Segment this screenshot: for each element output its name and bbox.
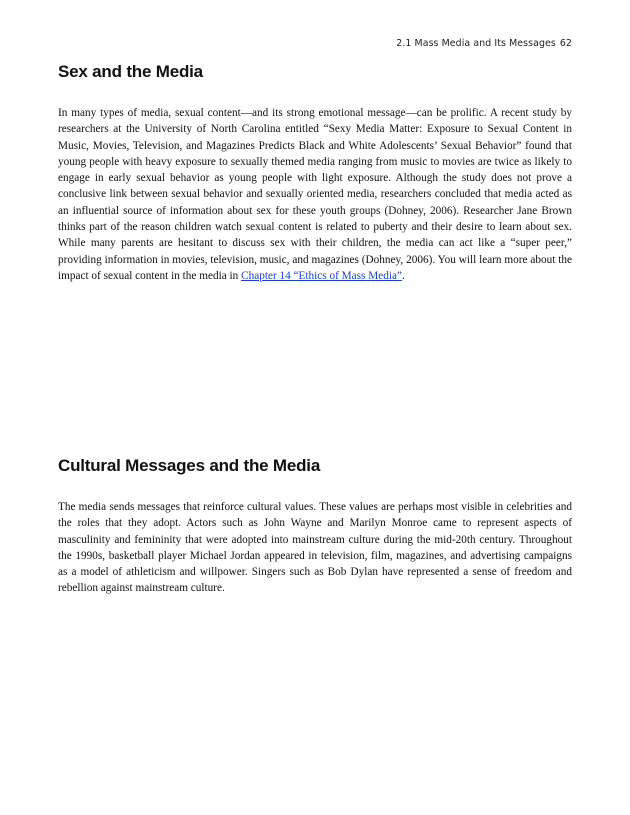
paragraph-cultural-messages: The media sends messages that reinforce cultural values. These values are perhaps most visible in celebrities and the roles that they adopt. Actors such as John Wayne and Marilyn Monroe came to represent aspects of masculinity and femininity that were adopted into mainstream culture during the mid-20th century. Throughout the 1990s, basketball player Michael Jordan appeared in television, film, magazines, and advertising campaigns as a model of athleticism and willpower. Singers such as Bob Dylan have represented a sense of freedom and rebellion against mainstream culture. [58, 501, 572, 595]
chapter-14-link[interactable]: Chapter 14 “Ethics of Mass Media” [241, 269, 402, 282]
section-heading-sex-and-media: Sex and the Media [58, 62, 203, 81]
paragraph-end: . [401, 269, 405, 282]
running-title: 2.1 Mass Media and Its Messages [396, 38, 556, 49]
page-number: 62 [559, 38, 572, 49]
paragraph-text: In many types of media, sexual content—and its strong emotional message—can be prolific. A recent study by researchers at the University of North Carolina entitled “Sexy Media Matter: Exposure to Sexual Content in Music, Movies, Television, and Magazines Predicts Black and White Adolescents’ Sexual Behavior” found that young people with heavy exposure to sexually themed media ranging from music to movies are twice as likely to engage in early sexual behavior as young people with light exposure. Although the study does not prove a conclusive link between sexual behavior and sexually oriented media, researchers concluded that media acted as an influential source of information about sex for these youth groups (Dohney, 2006). Researcher Jane Brown thinks part of the reason children watch sexual content is related to puberty and their desire to learn about sex. While many parents are hesitant to discuss sex with their children, the media can act like a “super peer,” providing information in movies, television, music, and magazines (Dohney, 2006). You will learn more about the impact of sexual content in the media in [58, 107, 572, 282]
running-header [396, 38, 572, 49]
section-heading-cultural-messages: Cultural Messages and the Media [58, 456, 321, 475]
paragraph-sex-and-media [58, 105, 572, 284]
